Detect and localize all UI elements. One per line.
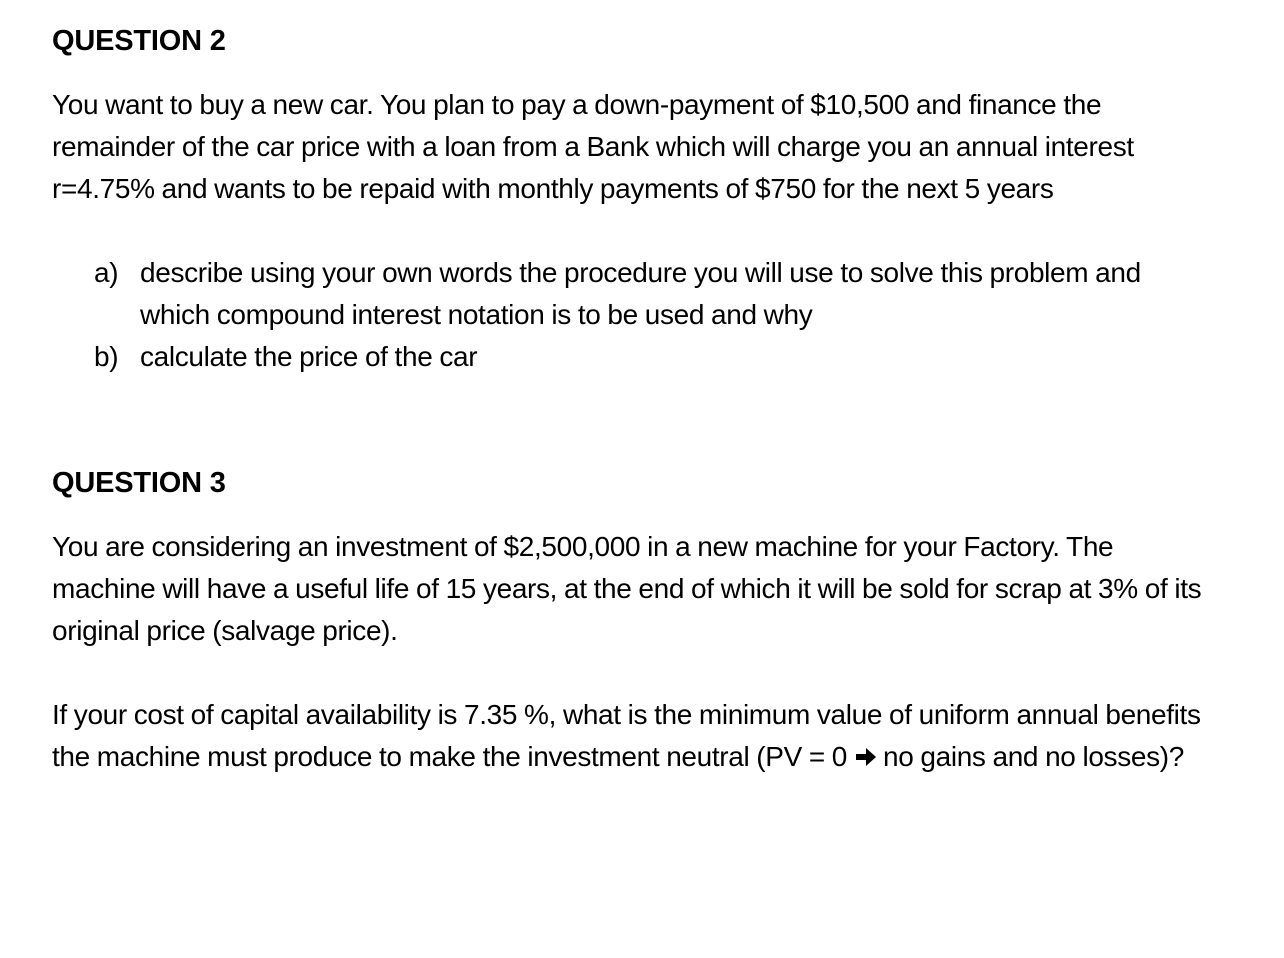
list-item-text: calculate the price of the car [140, 341, 478, 372]
question-3-paragraph-2-start: If your cost of capital availability is 7.35 %, what is the minimum value of uniform annual benefits the machine must produce to make the investment neutral (PV = 0 [52, 699, 1201, 772]
question-2-heading: QUESTION 2 [52, 25, 226, 57]
question-2-paragraph: You want to buy a new car. You plan to pay a down-payment of $10,500 and finance the remainder of the car price with a loan from a Bank which will charge you an annual interest r=4.75% and wants to be repaid with monthly payments of $750 for the next 5 years [52, 89, 1134, 204]
list-marker: a) [94, 257, 119, 288]
list-item-b [94, 336, 1194, 378]
question-3-heading: QUESTION 3 [52, 467, 226, 499]
question-3-paragraph-2 [52, 694, 1212, 778]
question-3-paragraph-2-end: no gains and no losses)? [883, 741, 1184, 772]
right-arrow-icon [855, 747, 877, 767]
question-2-list [94, 252, 1194, 378]
list-item-a [94, 252, 1194, 336]
question-3-paragraph-1: You are considering an investment of $2,500,000 in a new machine for your Factory. The machine will have a useful life of 15 years, at the end of which it will be sold for scrap at 3% of its original price (salvage price). [52, 531, 1202, 646]
list-item-text: describe using your own words the procedure you will use to solve this problem and which compound interest notation is to be used and why [140, 257, 1141, 330]
list-marker: b) [94, 341, 119, 372]
